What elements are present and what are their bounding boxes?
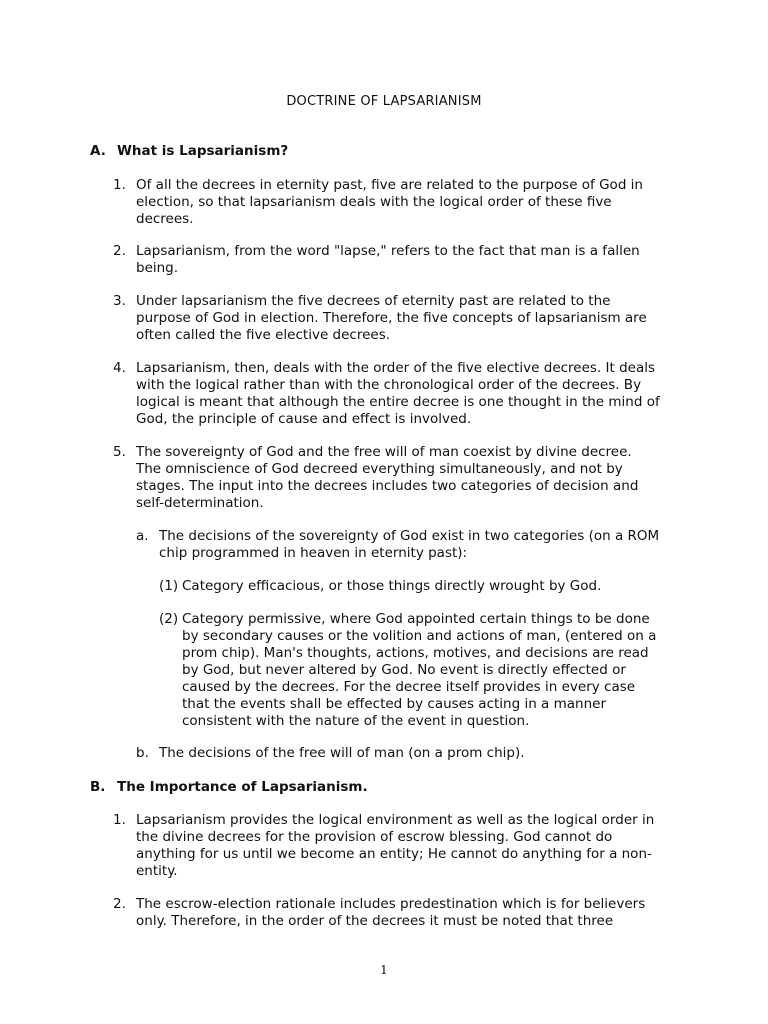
text-line: with the logical rather than with the chronological order of the decrees. By — [136, 377, 642, 393]
text-line: Lapsarianism, then, deals with the order of the five elective decrees. It deals — [136, 360, 656, 376]
subitem-a5a-text — [159, 528, 659, 562]
text-line: by God, but never altered by God. No event is directly effected or — [182, 662, 626, 678]
text-line: Under lapsarianism the five decrees of eternity past are related to the — [136, 293, 611, 309]
item-a1-text — [136, 177, 643, 228]
text-line: prom chip). Man's thoughts, actions, motives, and decisions are read — [182, 645, 649, 661]
item-a5-marker: 5. — [113, 444, 126, 460]
text-line: chip programmed in heaven in eternity past): — [159, 545, 468, 561]
item-b1-marker: 1. — [113, 812, 126, 828]
subitem-a5a-marker: a. — [136, 528, 149, 544]
text-line: Category permissive, where God appointed certain things to be done — [182, 611, 650, 627]
text-line: often called the five elective decrees. — [136, 327, 391, 343]
text-line: The escrow-election rationale includes predestination which is for believers — [136, 896, 646, 912]
section-a-heading: What is Lapsarianism? — [117, 143, 289, 159]
section-a-marker: A. — [90, 143, 106, 159]
document-title: DOCTRINE OF LAPSARIANISM — [286, 94, 482, 109]
text-line: by secondary causes or the volition and actions of man, (entered on a — [182, 628, 657, 644]
text-line: The sovereignty of God and the free will of man coexist by divine decree. — [136, 444, 632, 460]
item-b1-text — [136, 812, 654, 880]
item-a3-marker: 3. — [113, 293, 126, 309]
text-line: consistent with the nature of the event in question. — [182, 713, 530, 729]
text-line: Lapsarianism provides the logical environment as well as the logical order in — [136, 812, 655, 828]
subitem-a5b-marker: b. — [136, 745, 149, 761]
item-a1-marker: 1. — [113, 177, 126, 193]
subsubitem-1-text — [182, 578, 601, 595]
text-line: God, the principle of cause and effect is involved. — [136, 411, 472, 427]
item-a2-marker: 2. — [113, 243, 126, 259]
subitem-a5b-text — [159, 745, 525, 762]
text-line: anything for us until we become an entity; He cannot do anything for a non- — [136, 846, 652, 862]
text-line: purpose of God in election. Therefore, the five concepts of lapsarianism are — [136, 310, 647, 326]
text-line: The decisions of the sovereignty of God exist in two categories (on a ROM — [159, 528, 660, 544]
section-b-heading: The Importance of Lapsarianism. — [117, 779, 368, 795]
text-line: only. Therefore, in the order of the decrees it must be noted that three — [136, 913, 614, 929]
page-number: 1 — [380, 963, 388, 977]
text-line: Category efficacious, or those things directly wrought by God. — [182, 578, 602, 594]
item-a4-text — [136, 360, 660, 428]
item-a2-text — [136, 243, 640, 277]
text-line: Lapsarianism, from the word "lapse," refers to the fact that man is a fallen — [136, 243, 640, 259]
text-line: The omniscience of God decreed everything simultaneously, and not by — [136, 461, 623, 477]
text-line: Of all the decrees in eternity past, five are related to the purpose of God in — [136, 177, 643, 193]
section-b-marker: B. — [90, 779, 106, 795]
item-b2-text — [136, 896, 645, 930]
item-a3-text — [136, 293, 647, 344]
text-line: logical is meant that although the entire decree is one thought in the mind of — [136, 394, 660, 410]
text-line: self-determination. — [136, 495, 264, 511]
text-line: that the events shall be effected by causes acting in a manner — [182, 696, 607, 712]
subsubitem-2-text — [182, 611, 656, 730]
text-line: caused by the decrees. For the decree itself provides in every case — [182, 679, 636, 695]
item-a5-text — [136, 444, 638, 512]
item-b2-marker: 2. — [113, 896, 126, 912]
item-a4-marker: 4. — [113, 360, 126, 376]
subsubitem-2-marker: (2) — [159, 611, 179, 627]
text-line: decrees. — [136, 211, 194, 227]
text-line: election, so that lapsarianism deals with the logical order of these five — [136, 194, 612, 210]
text-line: The decisions of the free will of man (on a prom chip). — [159, 745, 525, 761]
text-line: entity. — [136, 863, 178, 879]
text-line: being. — [136, 260, 179, 276]
subsubitem-1-marker: (1) — [159, 578, 179, 594]
text-line: the divine decrees for the provision of escrow blessing. God cannot do — [136, 829, 613, 845]
text-line: stages. The input into the decrees includes two categories of decision and — [136, 478, 639, 494]
